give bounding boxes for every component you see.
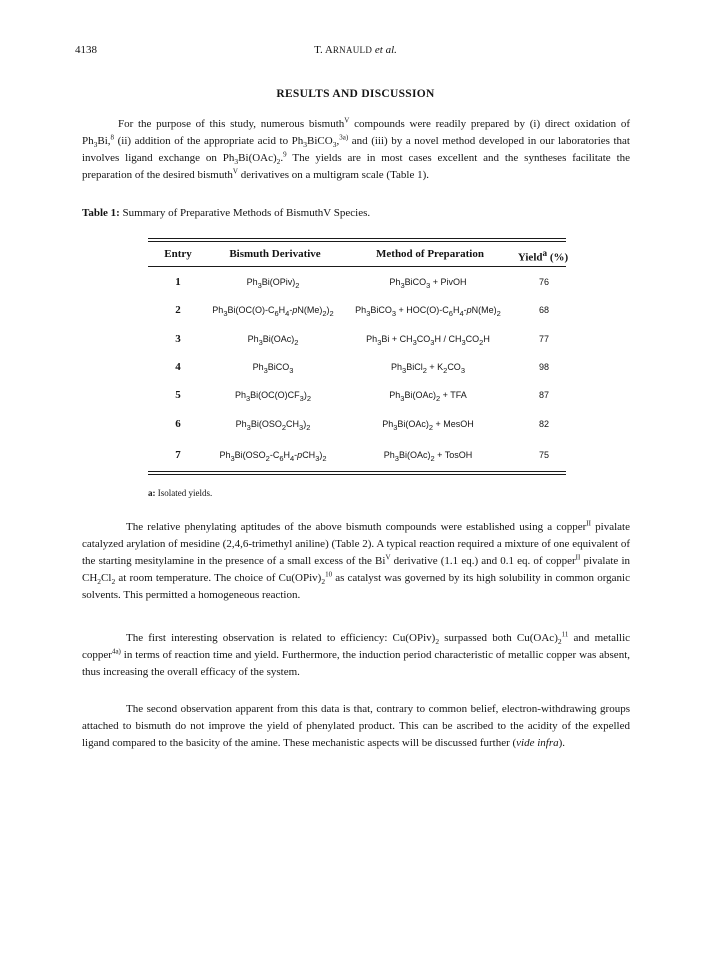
table-row-yield: 76 [538, 277, 549, 287]
header-yield: Yield$^a$ (%) [517, 248, 569, 264]
table-row-derivative: $Ph_3BiCO_3$ [252, 362, 294, 375]
paragraph-4: The second observation apparent from this data is that, contrary to common belief, electron-withdrawing groups attached to bismuth do not improve the yield of phenylated product. This can be ascribed to the acidity of the expelled ligand compared to the basicity of the amine. These mechanistic aspects will be discussed further (vide infra). [82, 703, 630, 749]
table-row-method: $Ph_3Bi(OAc)_2$ + TFA [389, 390, 467, 403]
table-row-entry: 3 [175, 333, 181, 345]
table-row-yield: 75 [538, 450, 549, 460]
header-derivative: Bismuth Derivative [229, 248, 321, 260]
table-row-derivative: $Ph_3Bi(OSO_2CH_3)_2$ [235, 419, 311, 432]
paragraph-1: For the purpose of this study, numerous bismuth$^V$ compounds were readily prepared by (i) direct oxidation of $Ph_3Bi,^8$ (ii) addition of the appropriate acid to $Ph_3BiCO_3,^{3a)}$ and (iii) by a novel method developed in our laboratories that involves ligand exchange on $Ph_3Bi(OAc)_2.^9$ The yields are in most cases excellent and the syntheses facilitate the preparation of the desired bismuth$^V$ derivatives on a multigram scale (Table 1). [82, 116, 631, 181]
table-row-entry: 4 [175, 361, 181, 373]
table-row-method: $Ph_3Bi + CH_3CO_3H / CH_3CO_2H$ [366, 334, 490, 347]
table-row-method: $Ph_3BiCO_3$ + PivOH [389, 277, 467, 290]
table-row-method: $Ph_3Bi(OAc)_2$ + TosOH [383, 450, 473, 463]
table-top-rule-2 [148, 241, 566, 242]
table-row-method: $Ph_3BiCO_3 + HOC(O)-C_6H_4-pN(Me)_2$ [355, 305, 501, 318]
table-bottom-rule [148, 471, 566, 472]
table-footnote: a: Isolated yields. [148, 488, 213, 498]
table-row-method: $Ph_3Bi(OAc)_2$ + MesOH [382, 419, 474, 432]
table-label: Table 1: [82, 207, 120, 219]
section-title: RESULTS AND DISCUSSION [276, 88, 435, 100]
table-row-entry: 6 [175, 418, 181, 430]
table-bottom-rule-2 [148, 474, 566, 475]
page-number: 4138 [75, 44, 97, 56]
table-row-derivative: $Ph_3Bi(OSO_2-C_6H_4-pCH_3)_2$ [219, 450, 327, 463]
table-caption [82, 207, 370, 219]
table-row-yield: 77 [538, 334, 549, 344]
table-caption-text: Summary of Preparative Methods of BismuthV Species. [122, 207, 371, 219]
table-row-entry: 5 [175, 389, 181, 401]
table-top-rule [148, 238, 566, 239]
author-running-title: T. ARNAULD et al. [314, 44, 397, 56]
header-method: Method of Preparation [376, 248, 484, 260]
paragraph-3: The first interesting observation is related to efficiency: $Cu(OPiv)_2$ surpassed both $Cu(OAc)_2^{11}$ and metallic copper$^{4a)}$ in terms of reaction time and yield. Furthermore, the induction period characteristic of metallic copper was absent, thus increasing the overall efficacy of the system. [82, 630, 631, 678]
header-entry: Entry [164, 248, 192, 260]
paragraph-2: The relative phenylating aptitudes of the above bismuth compounds were established using a copper$^{II}$ pivalate catalyzed arylation of mesidine (2,4,6-trimethyl aniline) (Table 2). A typical reaction required a mixture of one equivalent of the starting mesitylamine in the presence of a small excess of the $Bi^V$ derivative (1.1 eq.) and 0.1 eq. of copper$^{II}$ pivalate in $CH_2Cl_2$ at room temperature. The choice of $Cu(OPiv)_2^{10}$ as catalyst was governed by its high solubility in common organic solvents. This permitted a homogeneous reaction. [82, 519, 630, 601]
table-row-derivative: $Ph_3Bi(OAc)_2$ [247, 334, 299, 347]
table-row-derivative: $Ph_3Bi(OC(O)-C_6H_4-pN(Me)_2)_2$ [212, 305, 334, 318]
table-row-derivative: $Ph_3Bi(OC(O)CF_3)_2$ [234, 390, 312, 403]
table-row-yield: 87 [538, 390, 549, 400]
table-row-yield: 82 [538, 419, 549, 429]
table-row-entry: 2 [175, 304, 181, 316]
table-row-entry: 7 [175, 449, 181, 461]
table-row-method: $Ph_3BiCl_2 + K_2CO_3$ [391, 362, 465, 375]
running-head [0, 44, 711, 60]
table-header-rule [148, 266, 566, 267]
table-row-yield: 98 [538, 362, 549, 372]
table-row-yield: 68 [538, 305, 549, 315]
table-row-entry: 1 [175, 276, 181, 288]
table-row-derivative: $Ph_3Bi(OPiv)_2$ [246, 277, 300, 290]
